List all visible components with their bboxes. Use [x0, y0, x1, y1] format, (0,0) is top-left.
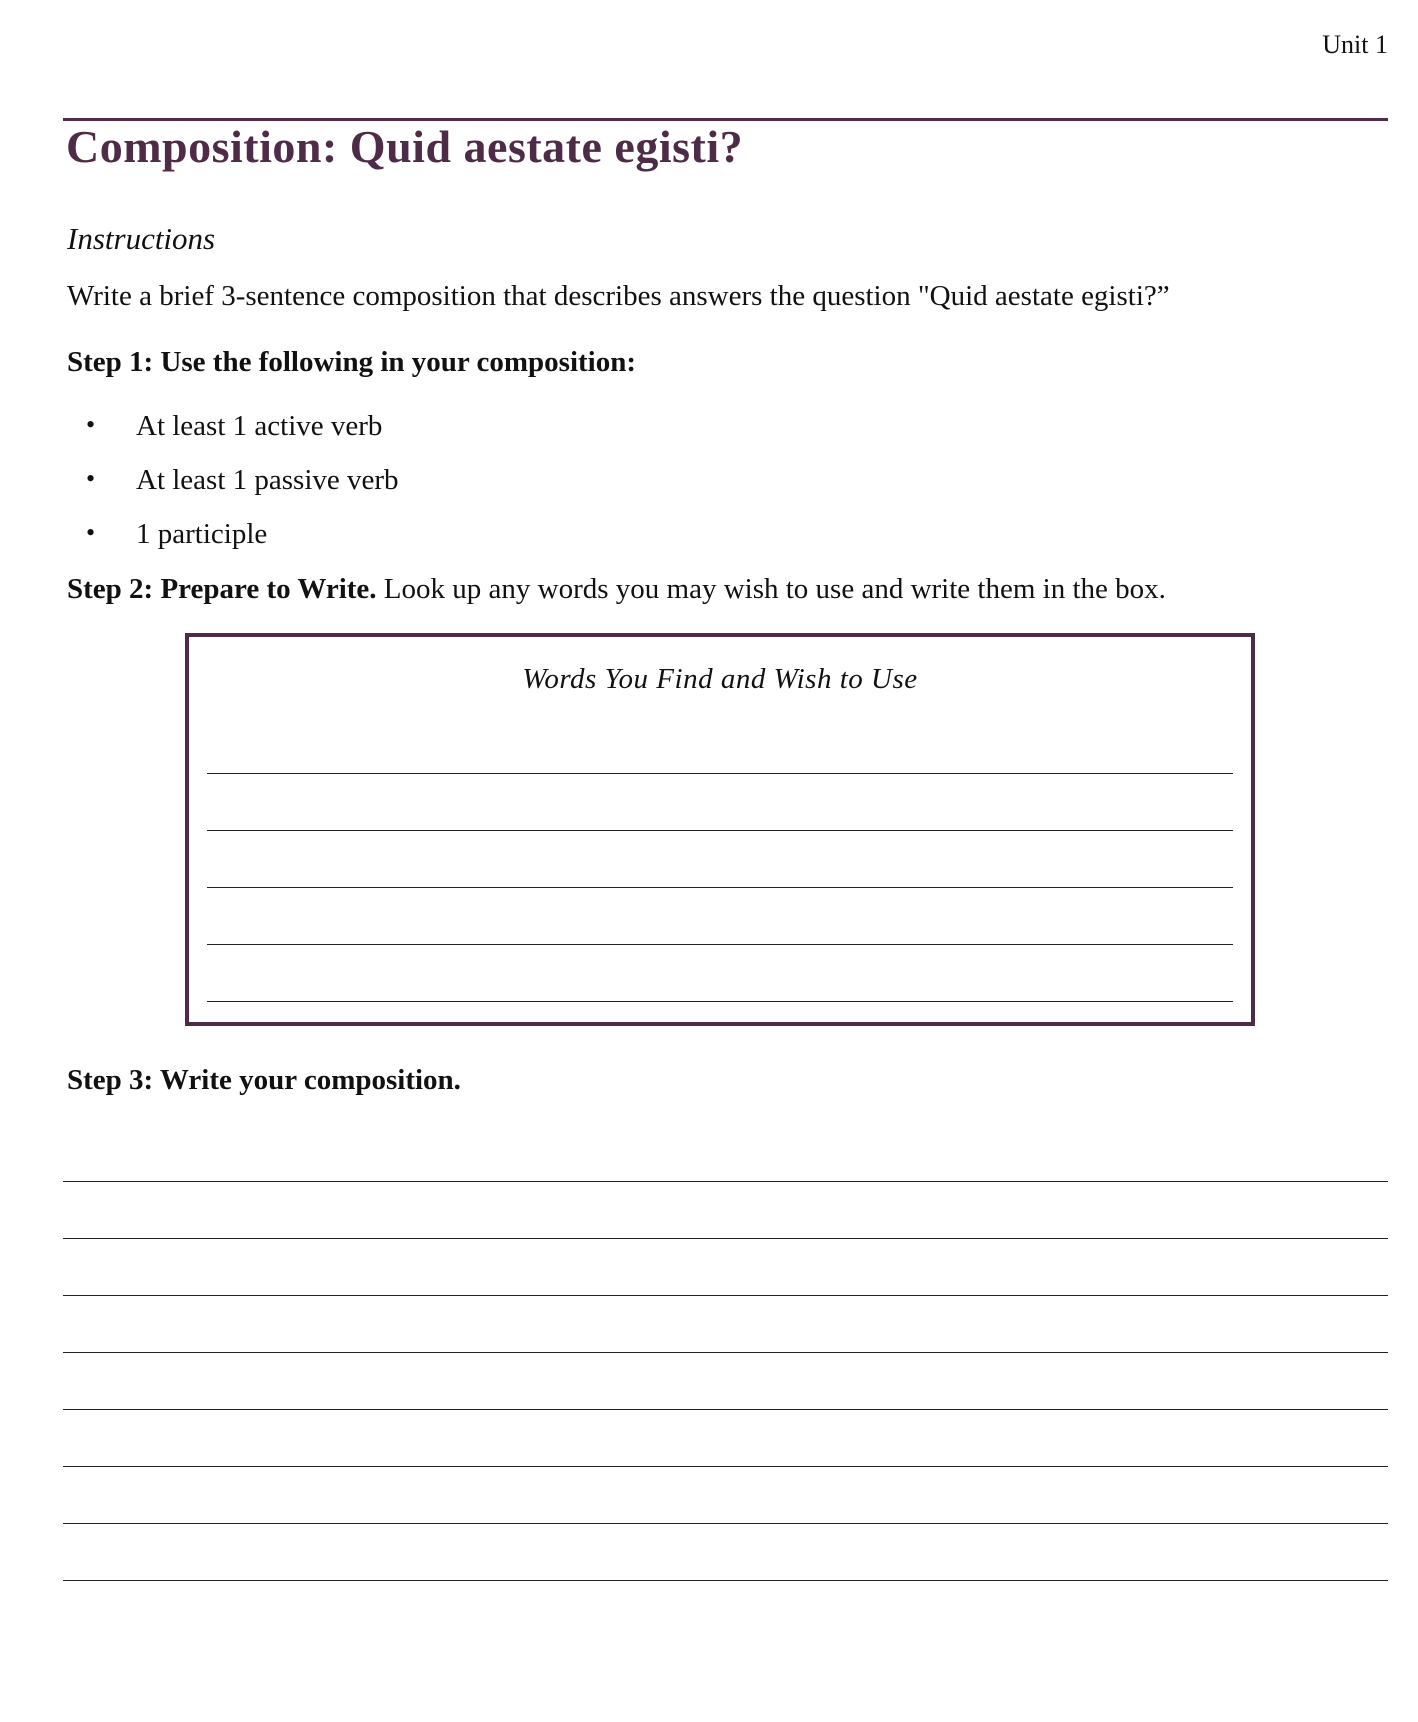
step3-heading [67, 1064, 461, 1097]
bullet-icon: • [86, 518, 96, 547]
composition-writing-line[interactable] [63, 1295, 1388, 1296]
bullet-icon: • [86, 410, 96, 439]
composition-writing-line[interactable] [63, 1580, 1388, 1581]
requirement-text: At least 1 passive verb [136, 464, 399, 496]
list-item [80, 464, 399, 518]
list-item [80, 518, 399, 572]
composition-writing-line[interactable] [63, 1352, 1388, 1353]
composition-writing-line[interactable] [63, 1409, 1388, 1410]
composition-writing-line[interactable] [63, 1181, 1388, 1182]
step2-heading [67, 573, 1166, 606]
requirement-text: 1 participle [136, 518, 268, 550]
step2-label: Step 2: Prepare to Write. [67, 573, 377, 605]
step3-label: Step 3: Write your composition. [67, 1064, 461, 1096]
word-writing-line[interactable] [207, 887, 1233, 888]
bullet-icon: • [86, 464, 96, 493]
requirement-text: At least 1 active verb [136, 410, 383, 442]
word-box [185, 633, 1255, 1026]
composition-writing-line[interactable] [63, 1523, 1388, 1524]
word-writing-line[interactable] [207, 944, 1233, 945]
word-writing-line[interactable] [207, 773, 1233, 774]
composition-writing-line[interactable] [63, 1466, 1388, 1467]
requirements-list [80, 410, 399, 572]
step1-label: Step 1: Use the following in your composition: [67, 346, 637, 378]
list-item [80, 410, 399, 464]
word-writing-line[interactable] [207, 1001, 1233, 1002]
word-box-title: Words You Find and Wish to Use [522, 663, 918, 695]
composition-writing-line[interactable] [63, 1238, 1388, 1239]
unit-label: Unit 1 [1322, 30, 1388, 59]
step1-heading [67, 346, 636, 379]
page-title: Composition: Quid aestate egisti? [66, 121, 744, 172]
instructions-heading: Instructions [67, 221, 216, 256]
word-writing-line[interactable] [207, 830, 1233, 831]
step2-text: Look up any words you may wish to use and write them in the box. [376, 573, 1166, 605]
instructions-text: Write a brief 3-sentence composition that describes answers the question "Quid aestate egisti?” [67, 280, 1170, 312]
